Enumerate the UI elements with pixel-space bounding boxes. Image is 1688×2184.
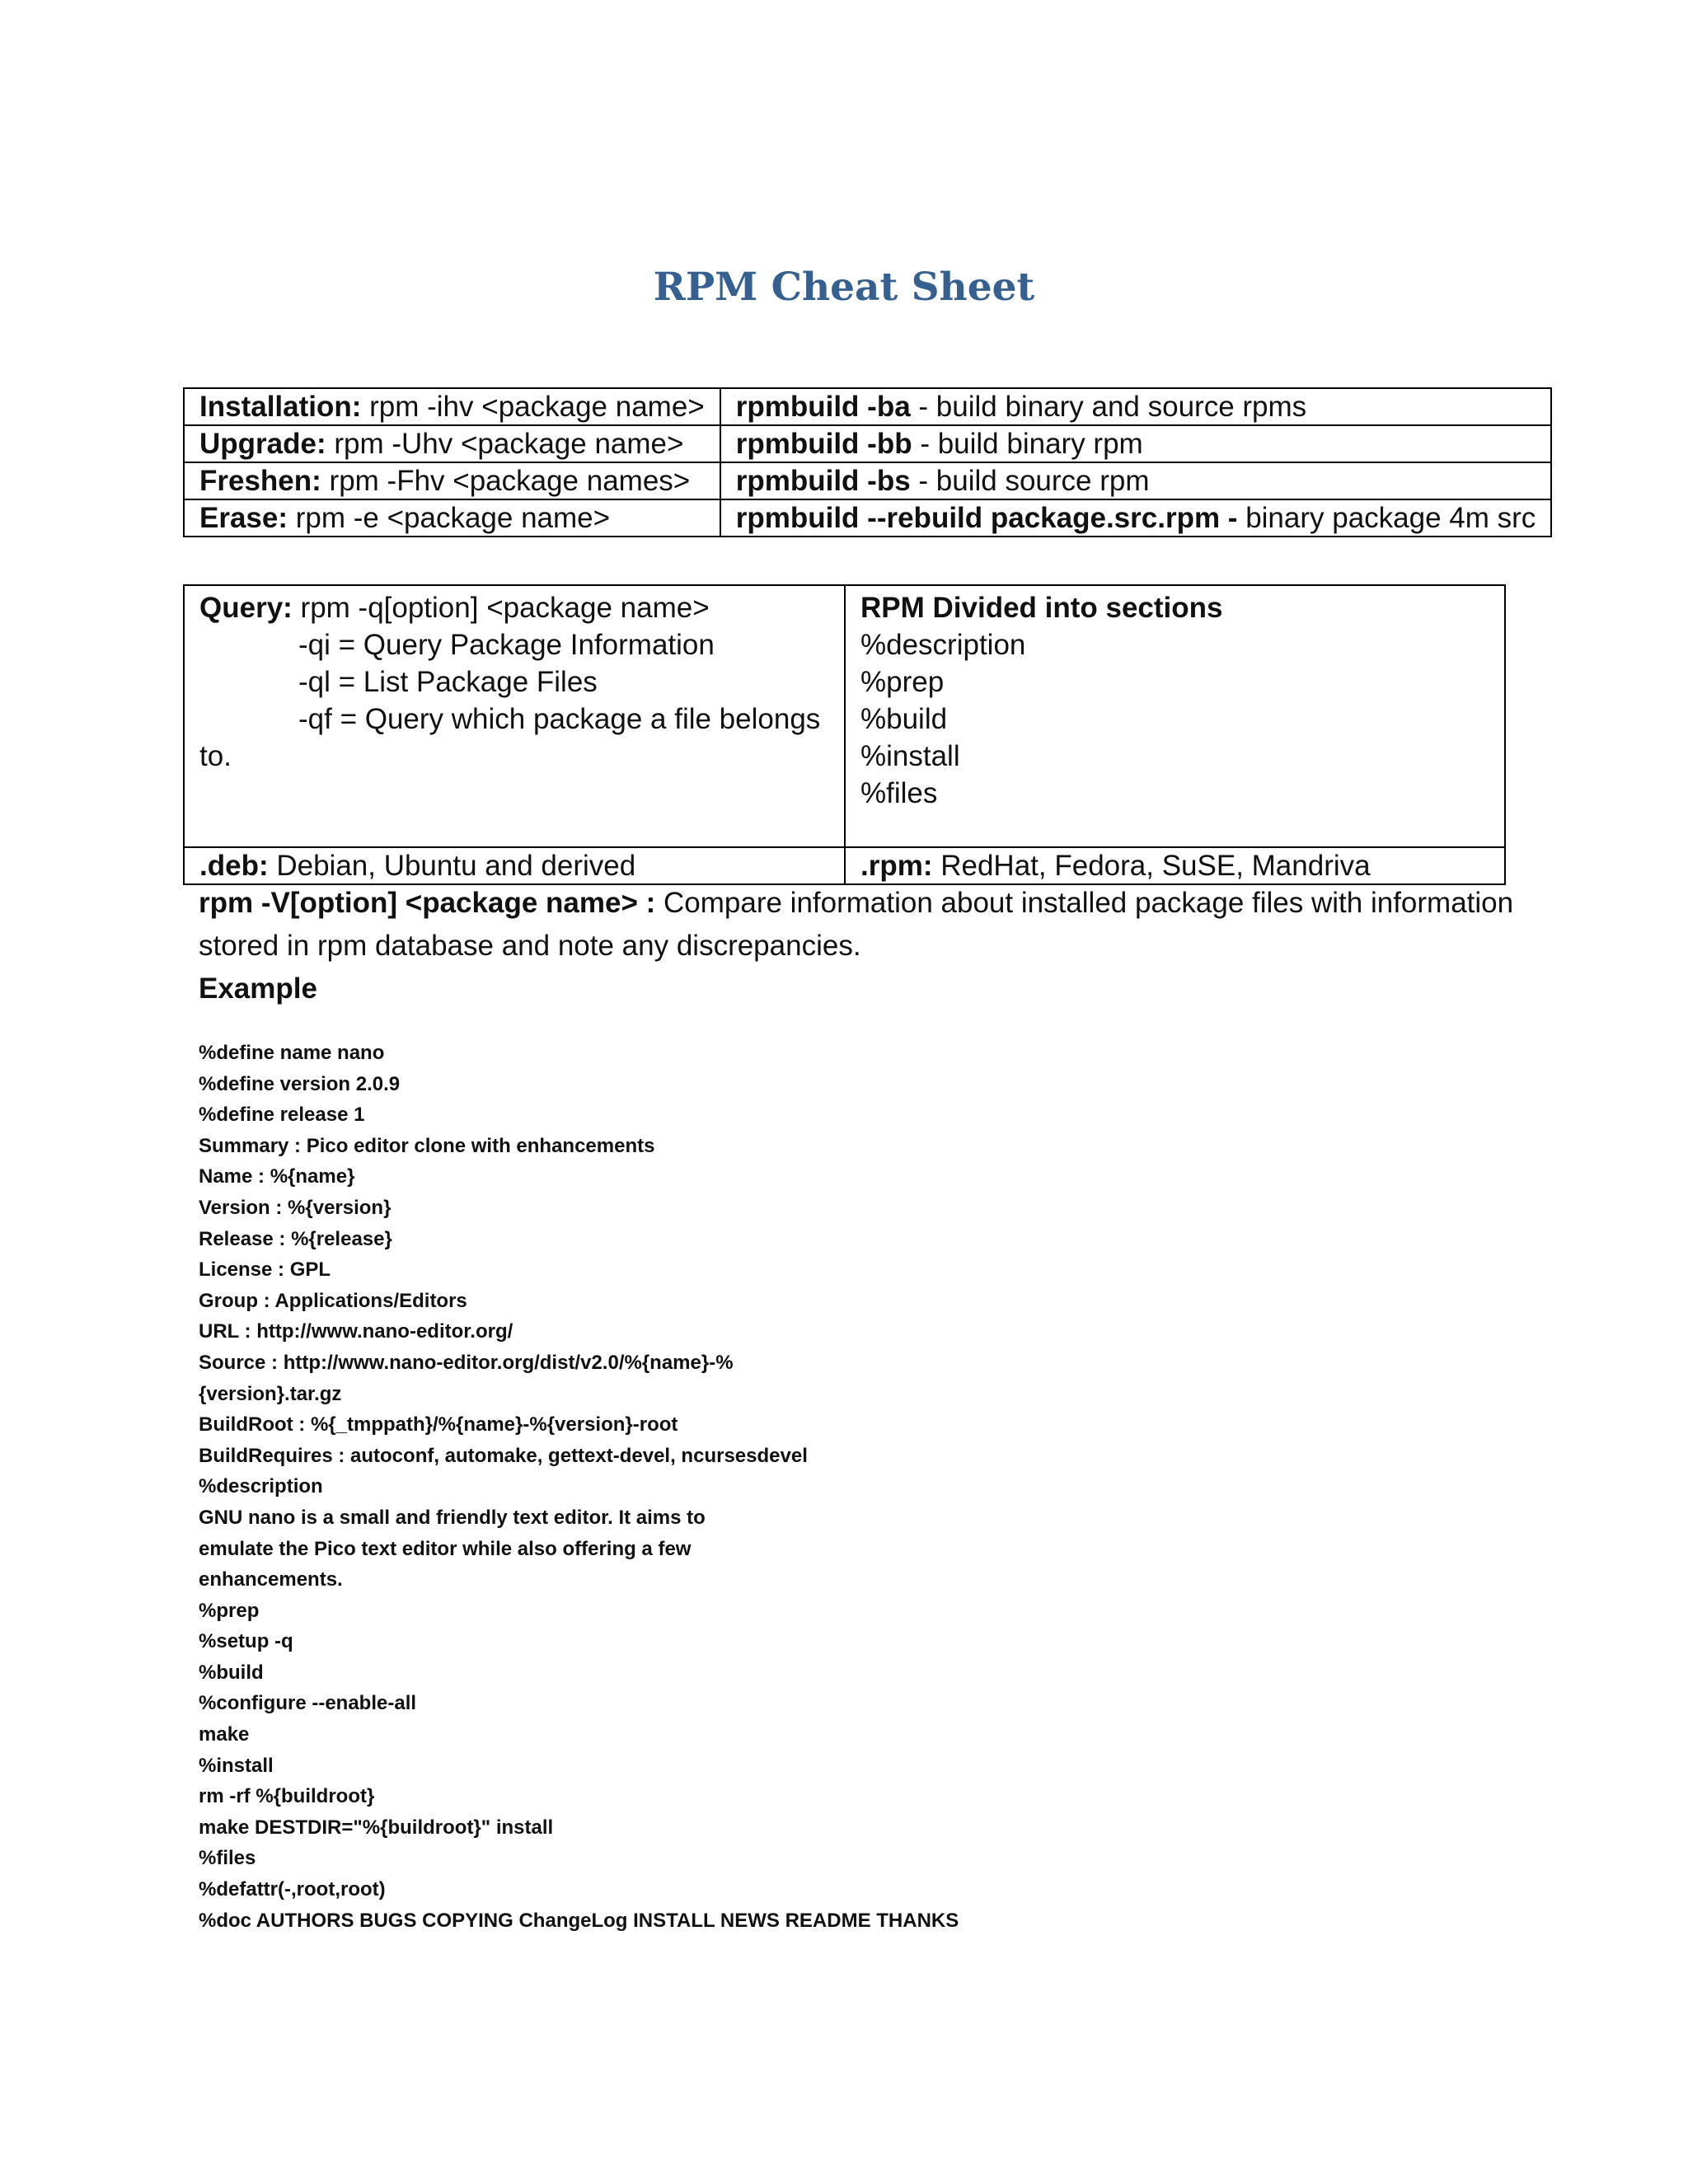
code-line: BuildRequires : autoconf, automake, gettext-devel, ncursesdevel	[199, 1444, 808, 1467]
code-line: Release : %{release}	[199, 1227, 392, 1250]
freshen-cell	[184, 462, 720, 499]
code-line: %define version 2.0.9	[199, 1072, 401, 1095]
code-line: %build	[199, 1661, 264, 1684]
sections-heading	[860, 589, 1489, 626]
section-item: %install	[860, 740, 960, 772]
verify-paragraph	[199, 882, 1517, 968]
rpmbuild-bb-cell	[720, 425, 1552, 462]
table-row	[184, 388, 1551, 425]
deb-label: .deb:	[199, 850, 269, 882]
cell-text: rpm -Uhv <package name>	[326, 428, 684, 460]
cell-label: Freshen:	[199, 465, 321, 497]
code-line: %define release 1	[199, 1104, 365, 1127]
verify-text: Compare information about installed package files with information stored in rpm database and note any discrepancies.	[199, 887, 1514, 962]
query-line	[199, 589, 829, 626]
cell-text: rpm -ihv <package name>	[361, 391, 705, 423]
example-heading: Example	[199, 972, 317, 1005]
code-line: %files	[199, 1847, 256, 1870]
page-title: RPM Cheat Sheet	[653, 265, 1035, 310]
cell-label: Upgrade:	[199, 428, 326, 460]
query-sections-table	[183, 584, 1506, 885]
cell-text: rpm -Fhv <package names>	[321, 465, 691, 497]
cell-text: binary package 4m src	[1237, 502, 1536, 534]
install-cell	[184, 388, 720, 425]
sections-cell	[845, 585, 1505, 847]
sections-heading-text: RPM Divided into sections	[860, 592, 1223, 624]
upgrade-cell	[184, 425, 720, 462]
query-continuation: to.	[199, 740, 232, 772]
cell-label: rpmbuild -bb	[735, 428, 912, 460]
verify-label: rpm -V[option] <package name> :	[199, 887, 656, 919]
table-row	[184, 462, 1551, 499]
code-line: %defattr(-,root,root)	[199, 1878, 386, 1901]
rpmbuild-rebuild-cell	[720, 499, 1552, 537]
code-line: Source : http://www.nano-editor.org/dist/v2.0/%{name}-%	[199, 1351, 734, 1374]
rpm-text: RedHat, Fedora, SuSE, Mandriva	[932, 850, 1371, 882]
table-row	[184, 425, 1551, 462]
code-line: %doc AUTHORS BUGS COPYING ChangeLog INSTALL NEWS README THANKS	[199, 1909, 959, 1932]
code-line: {version}.tar.gz	[199, 1382, 342, 1405]
cell-label: rpmbuild -bs	[735, 465, 911, 497]
cell-text: - build source rpm	[910, 465, 1150, 497]
deb-cell	[184, 847, 845, 884]
table-row	[184, 585, 1505, 847]
query-option: -qf = Query which package a file belongs	[298, 703, 821, 735]
code-line: %description	[199, 1475, 323, 1498]
code-line: make	[199, 1723, 250, 1746]
cell-text: - build binary and source rpms	[910, 391, 1307, 423]
cell-text: - build binary rpm	[912, 428, 1143, 460]
code-line: make DESTDIR="%{buildroot}" install	[199, 1816, 554, 1839]
query-text: rpm -q[option] <package name>	[292, 592, 710, 624]
table-row	[184, 847, 1505, 884]
code-line: URL : http://www.nano-editor.org/	[199, 1320, 513, 1343]
rpm-label: .rpm:	[860, 850, 933, 882]
rpmbuild-bs-cell	[720, 462, 1552, 499]
rpm-cell	[845, 847, 1505, 884]
query-option: -ql = List Package Files	[298, 666, 598, 698]
commands-table	[183, 387, 1552, 537]
table-row	[184, 499, 1551, 537]
code-line: %configure --enable-all	[199, 1692, 417, 1715]
code-line: rm -rf %{buildroot}	[199, 1785, 375, 1808]
rpmbuild-ba-cell	[720, 388, 1552, 425]
code-line: Name : %{name}	[199, 1165, 355, 1188]
code-line: %setup -q	[199, 1630, 293, 1653]
code-line: BuildRoot : %{_tmppath}/%{name}-%{version}-root	[199, 1413, 678, 1436]
section-item: %prep	[860, 666, 945, 698]
code-line: GNU nano is a small and friendly text editor. It aims to	[199, 1506, 706, 1529]
section-item: %description	[860, 629, 1026, 661]
code-line: Summary : Pico editor clone with enhancements	[199, 1134, 655, 1157]
code-line: emulate the Pico text editor while also offering a few	[199, 1537, 692, 1560]
query-cell	[184, 585, 845, 847]
cell-label: Erase:	[199, 502, 288, 534]
deb-text: Debian, Ubuntu and derived	[268, 850, 636, 882]
code-line: License : GPL	[199, 1258, 331, 1282]
cell-label: rpmbuild --rebuild package.src.rpm -	[735, 502, 1238, 534]
query-label: Query:	[199, 592, 293, 624]
code-line: enhancements.	[199, 1568, 343, 1591]
code-line: %define name nano	[199, 1042, 385, 1064]
code-line: Group : Applications/Editors	[199, 1289, 467, 1312]
code-line: %prep	[199, 1599, 260, 1622]
example-spec-listing	[199, 1038, 1435, 1936]
cell-label: rpmbuild -ba	[735, 391, 911, 423]
cell-text: rpm -e <package name>	[288, 502, 611, 534]
cell-label: Installation:	[199, 391, 362, 423]
query-option: -qi = Query Package Information	[298, 629, 715, 661]
code-line: Version : %{version}	[199, 1196, 392, 1219]
section-item: %files	[860, 777, 938, 809]
erase-cell	[184, 499, 720, 537]
section-item: %build	[860, 703, 948, 735]
code-line: %install	[199, 1754, 274, 1777]
